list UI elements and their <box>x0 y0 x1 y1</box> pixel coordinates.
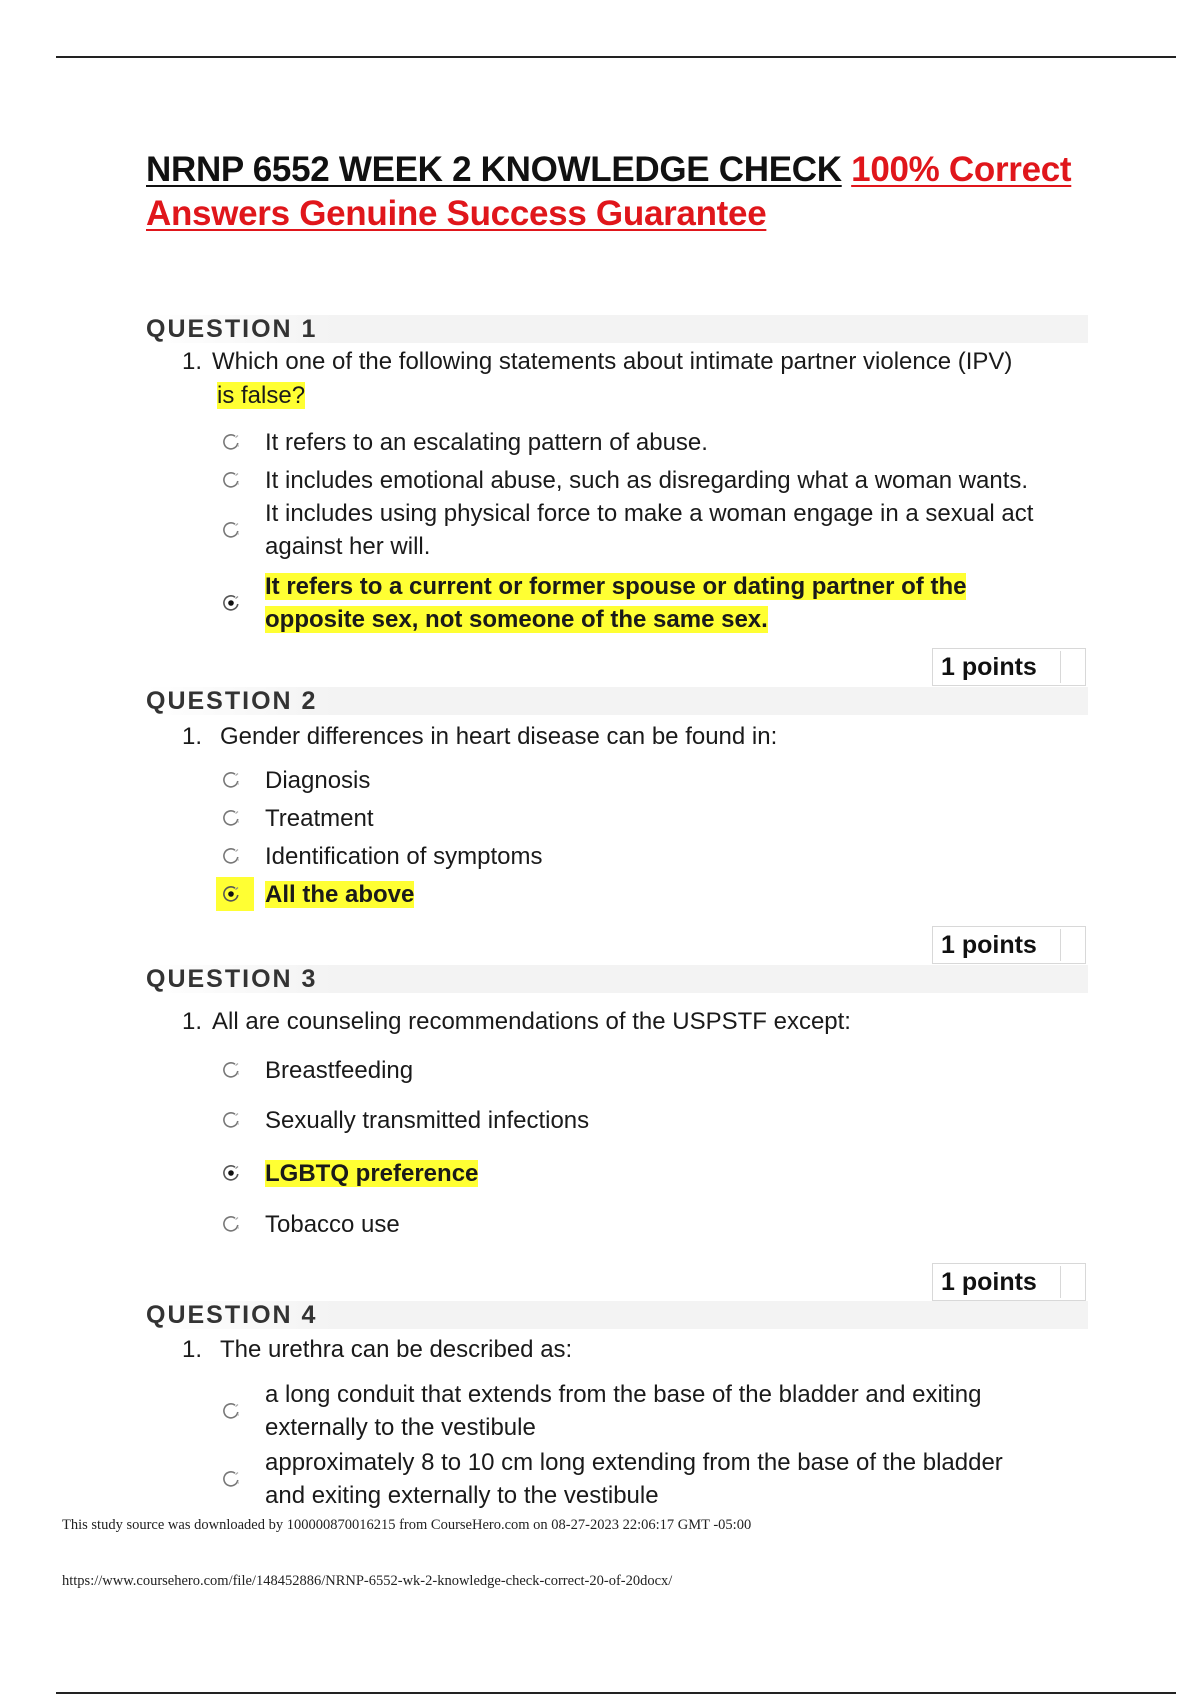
option-label: Sexually transmitted infections <box>265 1107 590 1134</box>
option-label: It includes using physical force to make a woman engage in a sexual act <box>265 500 1034 527</box>
document-title <box>146 148 1126 236</box>
radio-button-icon[interactable] <box>222 433 240 451</box>
question-number: 1. <box>182 1336 203 1363</box>
radio-button-icon[interactable] <box>222 809 240 827</box>
option-label-block <box>265 1378 1095 1444</box>
question-text-highlight: is false? <box>217 382 306 409</box>
question-number: 1. <box>182 1008 203 1035</box>
option-label: It refers to an escalating pattern of abuse. <box>265 429 708 456</box>
option-label: Identification of symptoms <box>265 843 543 870</box>
radio-button-icon[interactable] <box>222 1402 240 1420</box>
question-header: QUESTION 2 <box>146 687 1088 715</box>
option-label-block <box>265 570 1095 636</box>
points-label: 1 points <box>941 931 1037 959</box>
title-red-part2: Answers Genuine Success Guarantee <box>146 194 767 233</box>
option-label: It includes emotional abuse, such as disregarding what a woman wants. <box>265 467 1029 494</box>
points-divider <box>1060 1266 1061 1298</box>
option-label: Breastfeeding <box>265 1057 414 1084</box>
points-divider <box>1060 929 1061 961</box>
bottom-rule <box>56 1692 1176 1694</box>
download-notice: This study source was downloaded by 100000870016215 from CourseHero.com on 08-27-2023 22:06:17 GMT -05:00 <box>62 1517 752 1533</box>
question-text <box>182 1005 1082 1039</box>
answer-option[interactable] <box>222 497 1082 565</box>
question-text-line: Gender differences in heart disease can be found in: <box>220 723 778 750</box>
option-label-block <box>265 1446 1095 1512</box>
radio-button-checked-icon[interactable] <box>222 1164 240 1182</box>
top-rule <box>56 56 1176 58</box>
question-header: QUESTION 1 <box>146 315 1088 343</box>
radio-button-icon[interactable] <box>222 771 240 789</box>
points-label: 1 points <box>941 1268 1037 1296</box>
answer-option-selected[interactable] <box>222 570 1082 636</box>
option-label: a long conduit that extends from the base of the bladder and exiting <box>265 1381 982 1408</box>
points-divider <box>1060 651 1061 683</box>
question-header: QUESTION 4 <box>146 1301 1088 1329</box>
option-label-block <box>265 497 1095 563</box>
question-text <box>182 345 1082 413</box>
radio-button-icon[interactable] <box>222 847 240 865</box>
radio-button-icon[interactable] <box>222 521 240 539</box>
question-text <box>182 720 1082 754</box>
radio-button-icon[interactable] <box>222 1061 240 1079</box>
radio-button-icon[interactable] <box>222 471 240 489</box>
option-label: and exiting externally to the vestibule <box>265 1482 659 1509</box>
answer-option[interactable] <box>222 1446 1082 1512</box>
title-main: NRNP 6552 WEEK 2 KNOWLEDGE CHECK <box>146 150 842 189</box>
option-label: Treatment <box>265 805 374 832</box>
radio-button-icon[interactable] <box>222 1215 240 1233</box>
question-text-line: All are counseling recommendations of the USPSTF except: <box>212 1008 851 1035</box>
question-number: 1. <box>182 348 203 375</box>
radio-button-checked-icon[interactable] <box>222 594 240 612</box>
option-label-correct: It refers to a current or former spouse or dating partner of the <box>265 573 967 600</box>
question-header: QUESTION 3 <box>146 965 1088 993</box>
question-text <box>182 1333 1082 1367</box>
radio-button-icon[interactable] <box>222 1111 240 1129</box>
points-box <box>932 1263 1086 1301</box>
option-label-correct: All the above <box>265 881 415 908</box>
points-label: 1 points <box>941 653 1037 681</box>
title-red-part1: 100% Correct <box>851 150 1072 189</box>
question-text-line: The urethra can be described as: <box>220 1336 573 1363</box>
radio-button-checked-icon[interactable] <box>222 885 240 903</box>
option-label: Tobacco use <box>265 1211 400 1238</box>
option-label: externally to the vestibule <box>265 1414 536 1441</box>
question-number: 1. <box>182 723 203 750</box>
points-box <box>932 926 1086 964</box>
question-text-line: Which one of the following statements about intimate partner violence (IPV) <box>212 348 1013 375</box>
option-label: approximately 8 to 10 cm long extending from the base of the bladder <box>265 1449 1003 1476</box>
option-label: Diagnosis <box>265 767 371 794</box>
radio-button-icon[interactable] <box>222 1470 240 1488</box>
option-label: against her will. <box>265 533 431 560</box>
points-box <box>932 648 1086 686</box>
source-url[interactable]: https://www.coursehero.com/file/148452886/NRNP-6552-wk-2-knowledge-check-correct-20-of-20docx/ <box>62 1573 673 1589</box>
answer-option[interactable] <box>222 1378 1082 1444</box>
option-label-correct: opposite sex, not someone of the same sex. <box>265 606 768 633</box>
option-label-correct: LGBTQ preference <box>265 1160 479 1187</box>
